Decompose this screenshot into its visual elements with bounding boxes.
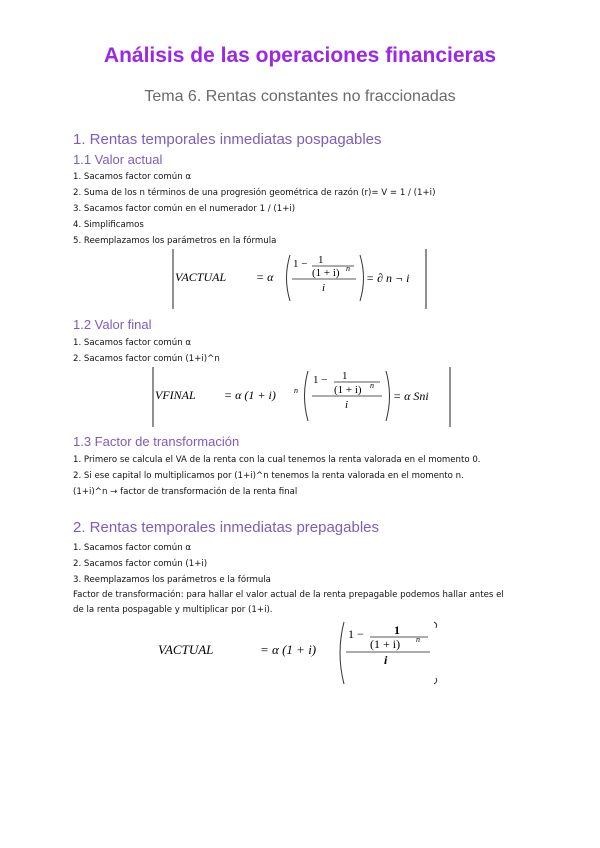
- outer-exponent-n: n: [294, 386, 298, 395]
- step-1-2-1: 1. Sacamos factor común α: [73, 338, 192, 348]
- step-2-2: 2. Sacamos factor común (1+i): [73, 559, 208, 569]
- formula-lhs: VACTUAL: [158, 642, 214, 657]
- paren-right-bottom: [434, 678, 437, 684]
- paren-left: [340, 622, 344, 684]
- step-1-2-2: 2. Sacamos factor común (1+i)^n: [73, 354, 220, 364]
- formula-valor-actual: [170, 249, 430, 311]
- step-1-1-5: 5. Reemplazamos los parámetros en la fórmula: [73, 236, 277, 246]
- inner-numerator: 1: [342, 370, 348, 382]
- step-1-1-1: 1. Sacamos factor común α: [73, 172, 192, 182]
- step-1-3-2: 2. Si ese capital lo multiplicamos por (1+i)^n tenemos la renta valorada en el momento n.: [73, 471, 464, 481]
- section-1-heading: 1. Rentas temporales inmediatas pospagables: [73, 131, 382, 148]
- denominator-i: i: [345, 399, 349, 411]
- step-1-1-3: 3. Sacamos factor común en el numerador 1 / (1+i): [73, 204, 296, 214]
- inner-denominator: (1 + i): [312, 267, 340, 279]
- step-2-1: 1. Sacamos factor común α: [73, 543, 192, 553]
- section-1-3-heading: 1.3 Factor de transformación: [73, 434, 240, 449]
- formula-rhs: = ∂ n ¬ i: [366, 271, 410, 285]
- paren-left: [305, 371, 309, 421]
- step-2-4: Factor de transformación: para hallar el valor actual de la renta prepagable podemos hallar antes el: [73, 590, 504, 600]
- formula-prepagable: [158, 618, 448, 688]
- formula-eq: = α (1 + i): [260, 642, 317, 657]
- paren-right: [386, 371, 390, 421]
- denominator-i: i: [322, 282, 326, 294]
- step-1-1-4: 4. Simplificamos: [73, 220, 144, 230]
- step-2-3: 3. Reemplazamos los parámetros e la fórmula: [73, 575, 271, 585]
- document-subtitle: Tema 6. Rentas constantes no fraccionadas: [144, 88, 456, 105]
- one-minus: 1 −: [313, 374, 328, 386]
- formula-lhs: VACTUAL: [175, 270, 227, 284]
- formula-lhs: VFINAL: [155, 388, 196, 402]
- formula-valor-final: [150, 367, 455, 429]
- exponent-n: n: [346, 264, 350, 273]
- inner-exponent-n: n: [370, 381, 374, 390]
- section-2-heading: 2. Rentas temporales inmediatas prepagables: [73, 519, 380, 536]
- inner-numerator: 1: [394, 623, 400, 637]
- denominator-i: i: [384, 653, 388, 667]
- paren-left: [287, 255, 291, 301]
- step-1-3-3: (1+i)^n → factor de transformación de la renta final: [73, 487, 298, 497]
- paren-right: [360, 255, 364, 301]
- inner-denominator: (1 + i): [370, 637, 401, 651]
- step-2-5: de la renta pospagable y multiplicar por (1+i).: [73, 605, 273, 615]
- inner-denominator: (1 + i): [334, 384, 362, 396]
- formula-eq: = α (1 + i): [224, 388, 276, 402]
- one-minus: 1 −: [293, 258, 308, 270]
- step-1-3-1: 1. Primero se calcula el VA de la renta con la cual tenemos la renta valorada en el momento 0.: [73, 455, 481, 465]
- section-1-2-heading: 1.2 Valor final: [73, 317, 152, 332]
- one-minus: 1 −: [348, 627, 364, 641]
- step-1-1-2: 2. Suma de los n términos de una progresión geométrica de razón (r)= V = 1 / (1+i): [73, 188, 436, 198]
- formula-eq: = α: [256, 270, 274, 284]
- formula-rhs: = α Sni: [393, 389, 429, 403]
- document-title: Análisis de las operaciones financieras: [103, 44, 497, 67]
- inner-numerator: 1: [318, 254, 324, 266]
- section-1-1-heading: 1.1 Valor actual: [73, 152, 163, 167]
- paren-right-top: [434, 622, 437, 628]
- exponent-n: n: [416, 635, 420, 644]
